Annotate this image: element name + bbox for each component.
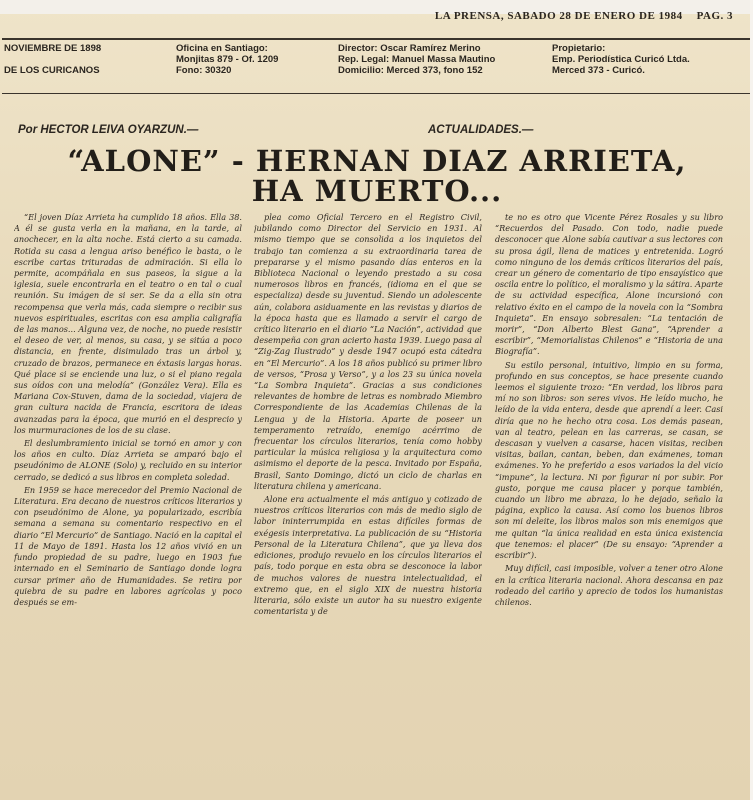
article-column-2: [254, 212, 482, 796]
masthead-owner: Propietario: Emp. Periodística Curicó Ltda. Merced 373 - Curicó.: [552, 43, 690, 76]
paragraph: Alone era actualmente el más antiguo y cotizado de nuestros críticos literarios con más de medio siglo de labor ininterrumpida en estas difíciles formas de exégesis interpretativa. La publicación de su “Historia Personal de la Literatura Chilena”, que ya lleva dos ediciones, produjo revuelo en los círculos literarios el país, todo porque en esta obra se desconoce la labor de muchos valores de nuestra intelectualidad, el extremo que, en el siglo XIX de nuestra historia literaria, sólo existe un autor ha su nuestro exigente comentarista y de: [254, 494, 482, 617]
paragraph: Su estilo personal, intuitivo, limpio en su forma, profundo en sus conceptos, se hace presente cuando leemos el siguiente trozo: “En verdad, los libros para mí no son libros: son seres vivos. He leído mucho, he leído de la vida entera, desde que aprendí a leer. Casi diría que no he hecho otra cosa. Los demás pasean, van al teatro, pelean en las carreras, se casan, se descasan y vuelven a casarse, hacen visitas, reciben visitas, bailan, cantan, beben, dan exámenes, toman exámenes. Yo he preferido a esos variados la del vicio “impune”, la lectura. Ni por figurar ni por subir. Por gusto, porque me causa placer y porque también, cuando un libro me abraza, lo he dejado, señalo la página, explico la causa. Así como los buenos libros son mi deleite, los libros malos son mis enemigos que me quitan “la única realidad en esta única existencia que tenemos: el placer” (De su ensayo: “Aprender a escribir”).: [495, 359, 723, 561]
paragraph: plea como Oficial Tercero en el Registro Civil, jubilando como Director del Servicio en 1931. Al mismo tiempo que se consolida a los inquietos del trabajo tan comienza a su extraordinaria tarea de prepararse y el mismo pasando días enteros en la Biblioteca Nacional o leyendo prestado a su cosa numerosos libros en francés, (idioma en el que se especializa) desde su juventud. Siendo un adolescente aún, colabora asiduamente en las revistas y diarios de la época hasta que es llamado a servir el cargo de crítico literario en el diario “La Nación”, actividad que desempeña con gran acierto hasta 1939. Luego pasa al “Zig-Zag Ilustrado” y desde 1947 ocupó esta cátedra en “El Mercurio”. A los 18 años publicó su primer libro de versos, “Prosa y Verso”, y a los 23 su única novela “La Sombra Inquieta”. Gracias a sus condiciones relevantes de hombre de letras es nombrado Miembro Correspondiente de las Academias Chilenas de la Lengua y de la Historia. Aparte de poseer un temperamento retraído, enemigo acérrimo de frecuentar los círculos literarios, tenía como hobby particular la música religiosa y la arquitectura como asimismo el deporte de la pesca. Invitado por España, Brasil, Santo Domingo, dictó un ciclo de charlas en literatura chilena y americana.: [254, 212, 482, 491]
masthead-director: Director: Oscar Ramírez Merino Rep. Legal: Manuel Massa Mautino Domicilio: Merced 373, fono 152: [338, 43, 496, 76]
masthead-founding: NOVIEMBRE DE 1898 DE LOS CURICANOS: [4, 43, 102, 76]
paragraph: te no es otro que Vicente Pérez Rosales y su libro “Recuerdos del Pasado. Con todo, nadie puede desconocer que Alone sabía cautivar a sus lectores con su prosa ágil, llena de matices y entretenida. Logró como ninguno de los demás críticos literarios del país, crear un género de comentario de tipo ensayístico que oscila entre lo político, el moralismo y la sátira. Aparte de su actividad específica, Alone incursionó con relativo éxito en el campo de la novela con la “Sombra Inquieta”. En ensayo sobresalen: “La tentación de morir”, “Don Alberto Blest Gana”, “Aprender a escribir”, “Memorialistas Chilenos” e “Historia de una Biografía”.: [495, 212, 723, 357]
article-column-1: [14, 212, 242, 796]
masthead-bottom-rule: [2, 93, 750, 94]
article-body: [14, 212, 739, 796]
article-column-3: [495, 212, 723, 796]
article-byline: Por HECTOR LEIVA OYARZUN.—: [18, 124, 199, 136]
masthead: [4, 43, 748, 91]
running-head-date: LA PRENSA, SABADO 28 DE ENERO DE 1984: [434, 10, 683, 22]
headline-line-1: “ALONE” - HERNAN DIAZ ARRIETA,: [67, 144, 687, 178]
masthead-top-rule: [2, 38, 750, 40]
page-number: PAG. 3: [696, 10, 733, 22]
section-label: ACTUALIDADES.—: [428, 124, 534, 136]
running-head: [435, 10, 733, 22]
paragraph: Muy difícil, casi imposible, volver a tener otro Alone en la crítica literaria nacional. Ahora descansa en paz rodeado del cariño y aprecio de todos los humanistas chilenos.: [495, 563, 723, 607]
masthead-office: Oficina en Santiago: Monjitas 879 - Of. 1209 Fono: 30320: [176, 43, 279, 76]
article-headline: [14, 146, 740, 206]
paragraph: “El joven Díaz Arrieta ha cumplido 18 años. Ella 38. A él se gusta verla en la mañana, en la tarde, al anochecer, en la alta noche. Está cierto a su camada. Rotida su casa a lengua ariso benéfico le basta, o le escribe cartas trituradas de admiración. Si ella lo permite, acompáñala en sus paseos, la sigue a la iglesia, suele encontrarla en el teatro o en tal o cual reunión. Su imágen de si ser. Se da a ella sin otra recompensa que verla más, cada siempre o recibir sus nuevos espirituales, escritas con esa amplia caligrafía de las manos... Alguna vez, de noche, no puede resistir el deseo de ver, al menos, su casa, y se sitúa a poco distancia, en frente, disimulado tras un árbol y, cruzado de brazos, permanece en éxtasis largas horas. Qué place si se enciende una luz, o si el piano regala sus oídos con una melodía” (González Vera). Ella es Mariana Cox-Stuven, dama de la sociedad, viajera de gran cultura nacida de Francia, escritora de ideas avanzadas para la época, que murió en el desprecio y los murmuraciones de los de su clase.: [14, 212, 242, 435]
headline-line-2: HA MUERTO...: [251, 174, 503, 208]
paragraph: En 1959 se hace merecedor del Premio Nacional de Literatura. Era decano de nuestros críticos literarios y con pseudónimo de Alone, ya popularizado, escribía semana a semana su comentario respectivo en el diario “El Mercurio” de Santiago. Nació en la capital el 11 de Mayo de 1891. Hasta los 12 años vivió en un fundo propiedad de su padre, luego en 1903 fue internado en el Seminario de Santiago donde logra cursar primer año de Humanidades. Se retira por quiebra de su padre en labores agrícolas y poco después se em-: [14, 484, 242, 607]
paragraph: El deslumbramiento inicial se tornó en amor y con los años en culto. Díaz Arrieta se amparó bajo el pseudónimo de ALONE (Solo) y, recluido en su interior cerrado, se dedicó a sus libros en completa soledad.: [14, 438, 242, 482]
